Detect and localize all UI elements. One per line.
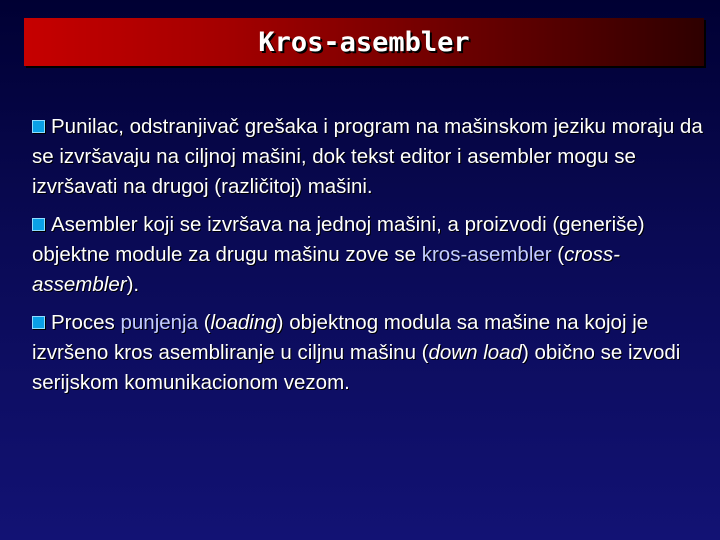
bullet-2-text-a: Asembler koji se izvršava na jednoj mašini, a proizvodi (generiše) objektne module za drugu mašinu zove se <box>32 213 645 266</box>
title-bar <box>24 18 704 66</box>
bullet-3-text-a: Proces <box>51 311 121 334</box>
bullet-2-text-c: ). <box>126 273 140 296</box>
term-kros-asembler: kros-asembler <box>421 243 552 266</box>
bullet-3-text-c: ) objektnog modula sa mašine na kojoj je izvršeno kros asembliranje u ciljnu mašinu ( <box>32 311 649 364</box>
term-punjenja: punjenja <box>120 311 199 334</box>
square-bullet-icon <box>32 120 45 133</box>
slide-title: Kros-asembler <box>258 26 470 58</box>
bullet-3-text-d: ) obično se izvodi serijskom komunikacionom vezom. <box>32 341 681 394</box>
square-bullet-icon <box>32 316 45 329</box>
bullet-item-3 <box>32 308 704 398</box>
english-term-cross-assembler: cross-assembler <box>32 243 620 296</box>
slide-content <box>32 112 704 406</box>
english-term-down-load: down load <box>428 341 522 364</box>
bullet-item-2 <box>32 210 704 300</box>
bullet-1-text: Punilac, odstranjivač grešaka i program na mašinskom jeziku moraju da se izvršavaju na ciljnoj mašini, dok tekst editor i asembler mogu se izvršavati na drugoj (različitoj) mašini. <box>32 115 703 198</box>
square-bullet-icon <box>32 218 45 231</box>
bullet-3-text-b: ( <box>198 311 211 334</box>
bullet-item-1 <box>32 112 704 202</box>
bullet-2-text-b: ( <box>551 243 565 266</box>
english-term-loading: loading <box>210 311 277 334</box>
